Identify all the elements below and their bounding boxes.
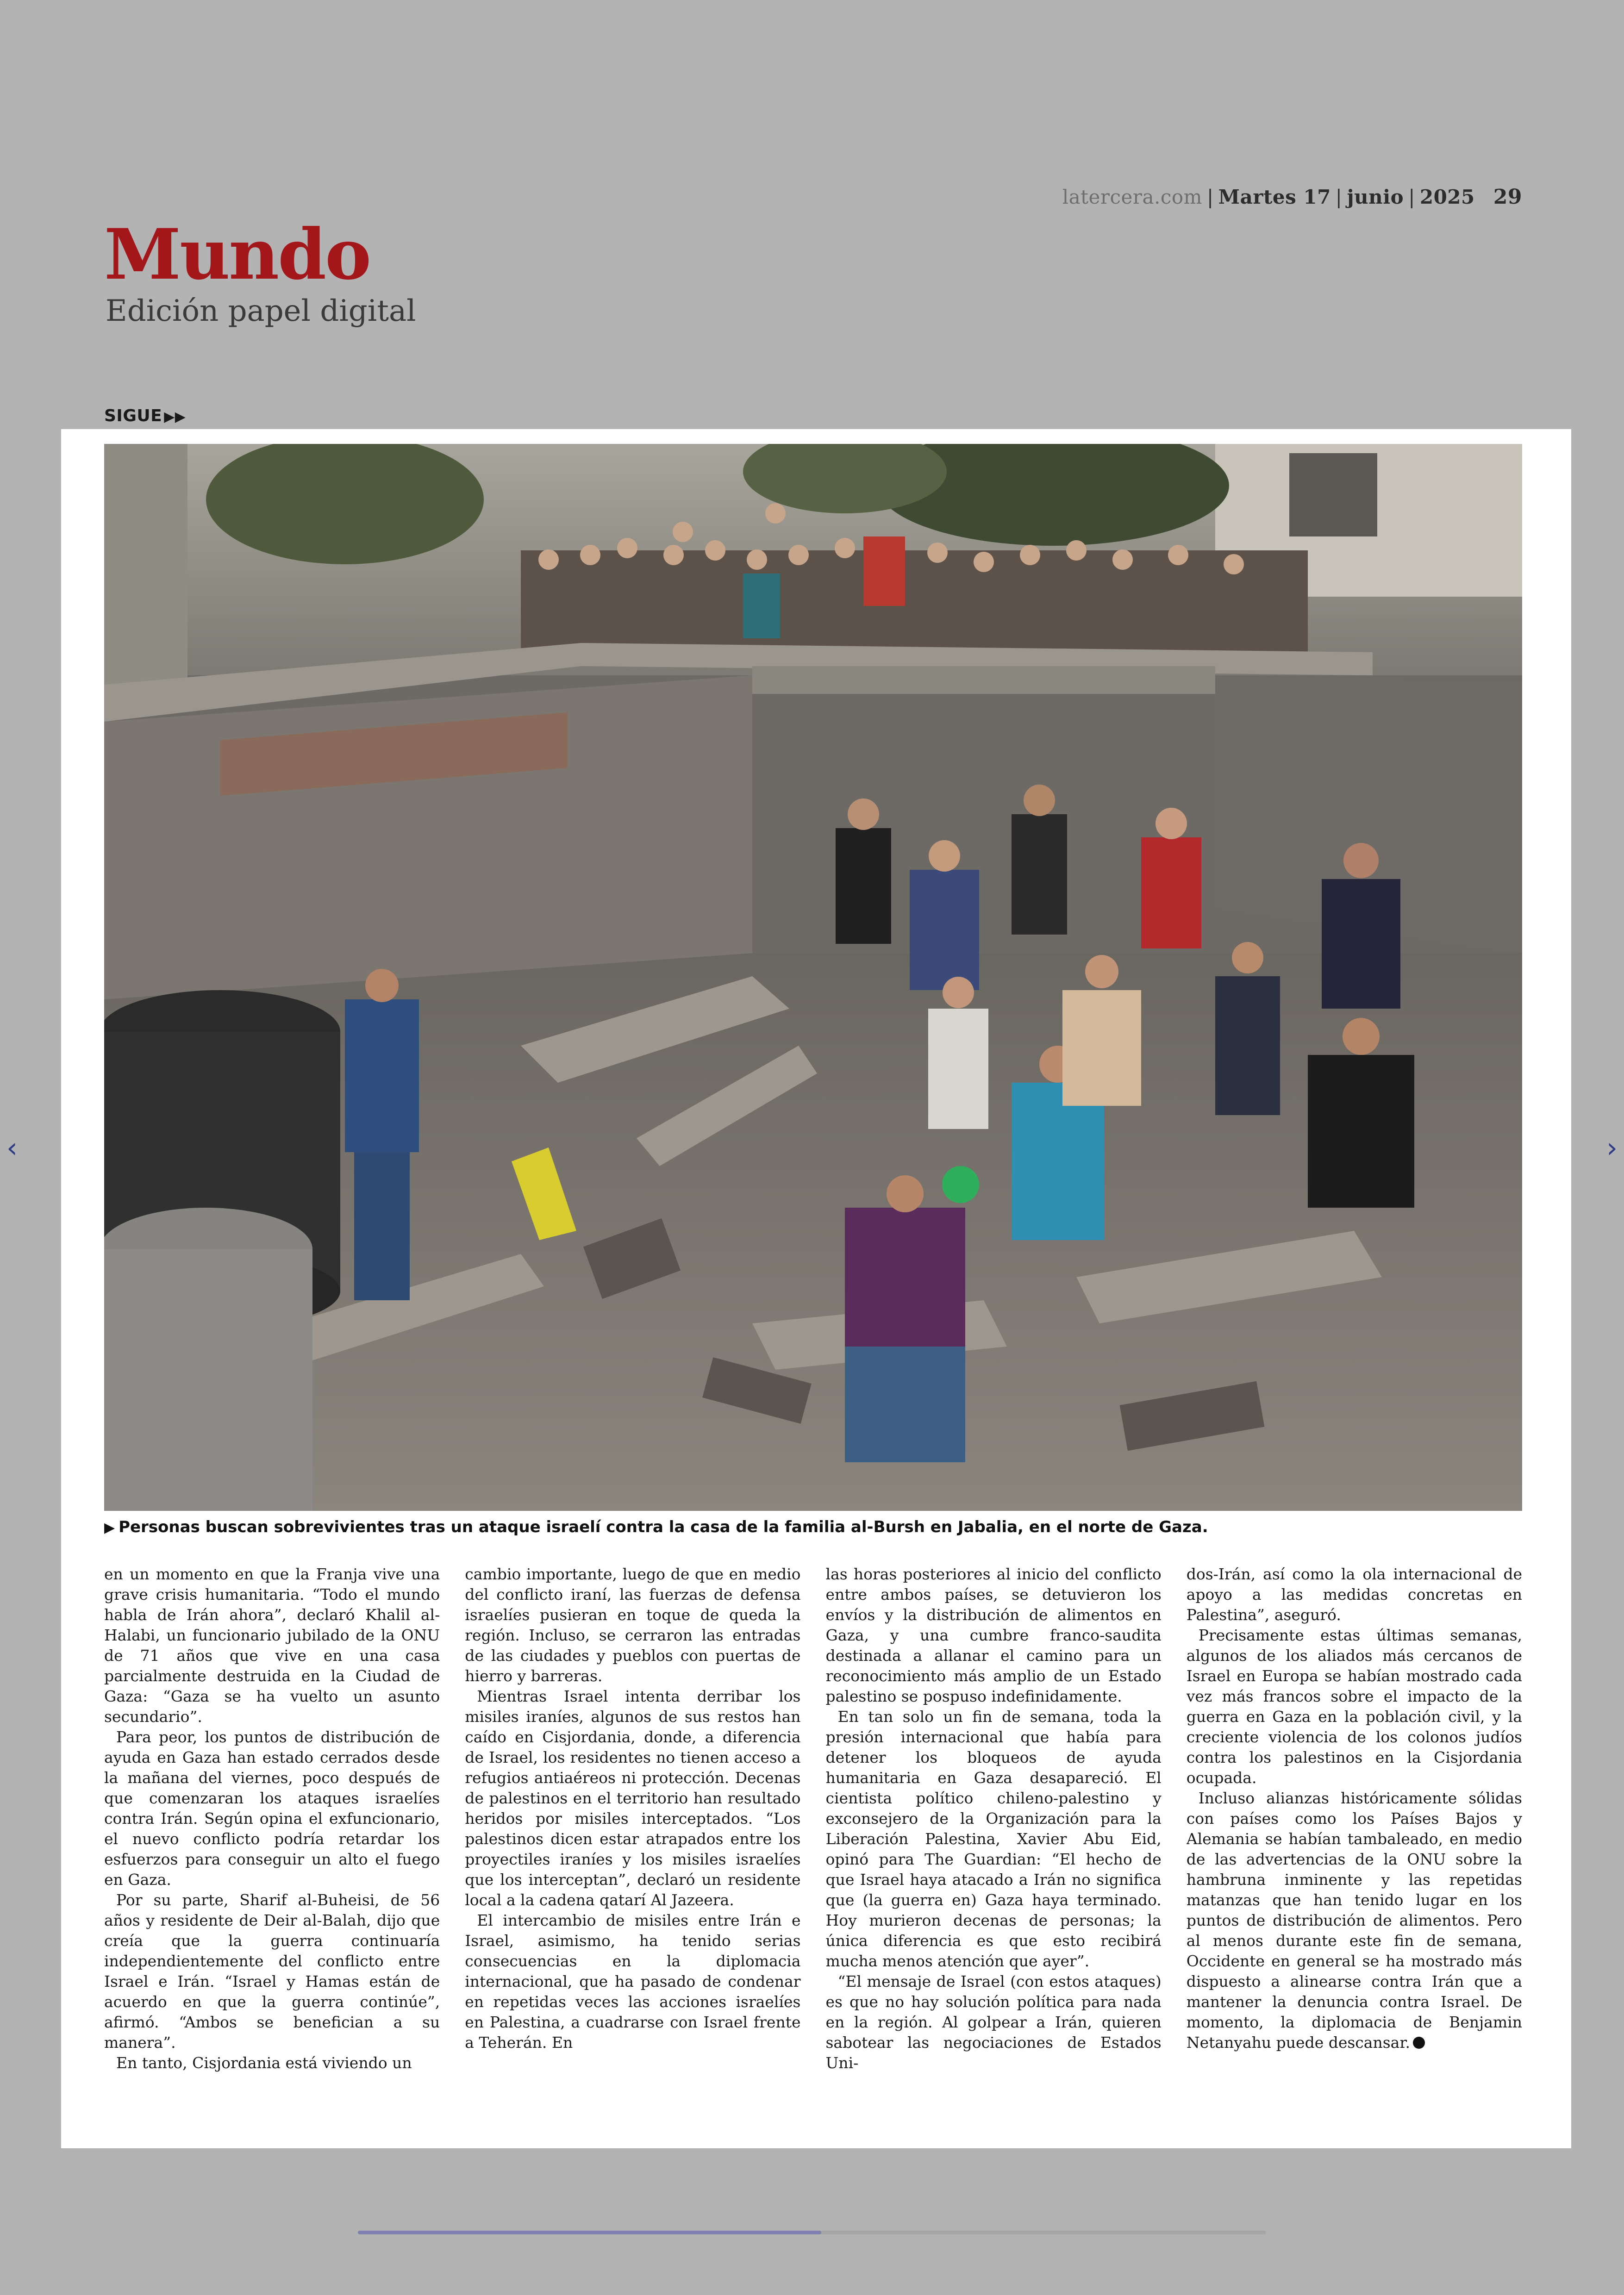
paragraph: Por su parte, Sharif al-Buheisi, de 56 años y residente de Deir al-Balah, dijo que creía que la guerra continuaría independientemente del conflicto entre Israel e Irán. “Israel y Hamas están de acuerdo en que la guerra continúe”, afirmó. “Ambos se benefician a su manera”. [104, 1891, 440, 2052]
paragraph: las horas posteriores al inicio del conflicto entre ambos países, se detuvieron los envíos y la distribución de alimentos en Gaza, y una cumbre franco-saudita destinada a allanar el camino para un reconocimiento más amplio de un Estado palestino se pospuso indefinidamente. [825, 1565, 1162, 1705]
paragraph: Mientras Israel intenta derribar los misiles iraníes, algunos de sus restos han caído en Cisjordania, donde, a diferencia de Israel, los residentes no tienen acceso a refugios antiaéreos ni protección. Decenas de palestinos en el territorio han resultado heridos por misiles interceptados. “Los palestinos dicen estar atrapados entre los proyectiles iraníes y los misiles israelíes que los interceptan”, declaró un residente local a la cadena qatarí Al Jazeera. [465, 1687, 801, 1909]
paragraph: En tanto, Cisjordania está viviendo un [116, 2054, 412, 2072]
date-month: junio [1347, 186, 1404, 208]
caption-marker-icon: ▶ [104, 1520, 115, 1536]
previous-page-icon[interactable]: ‹ [6, 1132, 18, 1164]
photo-caption [104, 1518, 1522, 1536]
article-body [104, 1564, 1522, 2120]
paragraph: El intercambio de misiles entre Irán e Israel, asimismo, ha tenido serias consecuencias en la diplomacia internacional, que ha pasado de condenar en repetidas veces las acciones israelíes en Palestina, a cuadrarse con Israel frente a Teherán. En [465, 1911, 801, 2052]
separator: | [1408, 186, 1415, 208]
paragraph: Precisamente estas últimas semanas, algunos de los aliados más cercanos de Israel en Europa se habían mostrado cada vez más francos sobre el impacto de la guerra en Gaza en la población civil, y la creciente violencia de los colonos judíos contra los palestinos en la Cisjordania ocupada. [1186, 1626, 1522, 1787]
separator: | [1335, 186, 1343, 208]
sigue-text: SIGUE [104, 406, 162, 425]
paragraph: dos-Irán, así como la ola internacional de apoyo a las medidas concretas en Palestina”, aseguró. [1186, 1565, 1522, 1624]
paragraph: en un momento en que la Franja vive una grave crisis humanitaria. “Todo el mundo habla de Irán ahora”, declaró Khalil al-Halabi, un funcionario jubilado de la ONU de 71 años que vive en una casa parcialmente destruida en la Ciudad de Gaza: “Gaza se ha vuelto un asunto secundario”. [104, 1565, 440, 1726]
article-column-2 [465, 1564, 800, 2120]
article-column-1 [104, 1564, 440, 2120]
date-year: 2025 [1419, 186, 1475, 208]
double-arrow-icon: ▶▶ [164, 409, 186, 425]
sigue-label [104, 406, 186, 425]
date-day: Martes 17 [1218, 186, 1331, 208]
caption-text: Personas buscan sobrevivientes tras un ataque israelí contra la casa de la familia al-Bursh en Jabalia, en el norte de Gaza. [119, 1518, 1208, 1536]
section-subtitle: Edición papel digital [106, 294, 416, 328]
paragraph: Para peor, los puntos de distribución de ayuda en Gaza han estado cerrados desde la mañana del viernes, poco después de que comenzaran los ataques israelíes contra Irán. Según opina el exfuncionario, el nuevo conflicto podría retardar los esfuerzos para conseguir un alto el fuego en Gaza. [104, 1728, 440, 1889]
page-card [61, 429, 1571, 2148]
photo-illustration [104, 444, 1522, 1511]
separator: | [1206, 186, 1214, 208]
paragraph [1187, 1788, 1522, 2053]
paragraph-text: Incluso alianzas históricamente sólidas con países como los Países Bajos y Alemania se habían tambaleado, en medio de las advertencias de la ONU sobre la hambruna inminente y las repetidas matanzas que han tenido lugar en los puntos de distribución de alimentos. Pero al menos durante este fin de semana, Occidente en general se ha mostrado más dispuesto a alinearse contra Irán que a mantener la denuncia contra Israel. De momento, la diplomacia de Benjamin Netanyahu puede descansar. [1186, 1789, 1522, 2052]
article-column-3 [826, 1564, 1162, 2120]
paragraph: “El mensaje de Israel (con estos ataques) es que no hay solución política para nada en la región. Al golpear a Irán, quieren sabotear las negociaciones de Estados Uni- [825, 1972, 1162, 2072]
end-of-article-icon [1413, 2037, 1425, 2049]
reading-progress-fill [358, 2231, 821, 2234]
page-number: 29 [1493, 185, 1522, 209]
next-page-icon[interactable]: › [1606, 1132, 1618, 1164]
news-photo [104, 444, 1522, 1511]
paragraph: cambio importante, luego de que en medio del conflicto iraní, las fuerzas de defensa israelíes pusieran en toque de queda la región. Incluso, se cerraron las entradas de las ciudades y pueblos con puertas de hierro y barreras. [465, 1565, 801, 1685]
article-column-4 [1187, 1564, 1522, 2120]
section-title: Mundo [104, 214, 370, 295]
site-name: latercera.com [1062, 186, 1202, 208]
page-header-meta [1062, 185, 1522, 209]
paragraph: En tan solo un fin de semana, toda la presión internacional que había para detener los bloqueos de ayuda humanitaria en Gaza desapareció. El cientista político chileno-palestino y exconsejero de la Organización para la Liberación Palestina, Xavier Abu Eid, opinó para The Guardian: “El hecho de que Israel haya atacado a Irán no significa que (la guerra en) Gaza haya terminado. Hoy murieron decenas de personas; la única diferencia es que esto recibirá mucha menos atención que ayer”. [825, 1708, 1162, 1970]
reading-progress-bar[interactable] [358, 2231, 1266, 2234]
